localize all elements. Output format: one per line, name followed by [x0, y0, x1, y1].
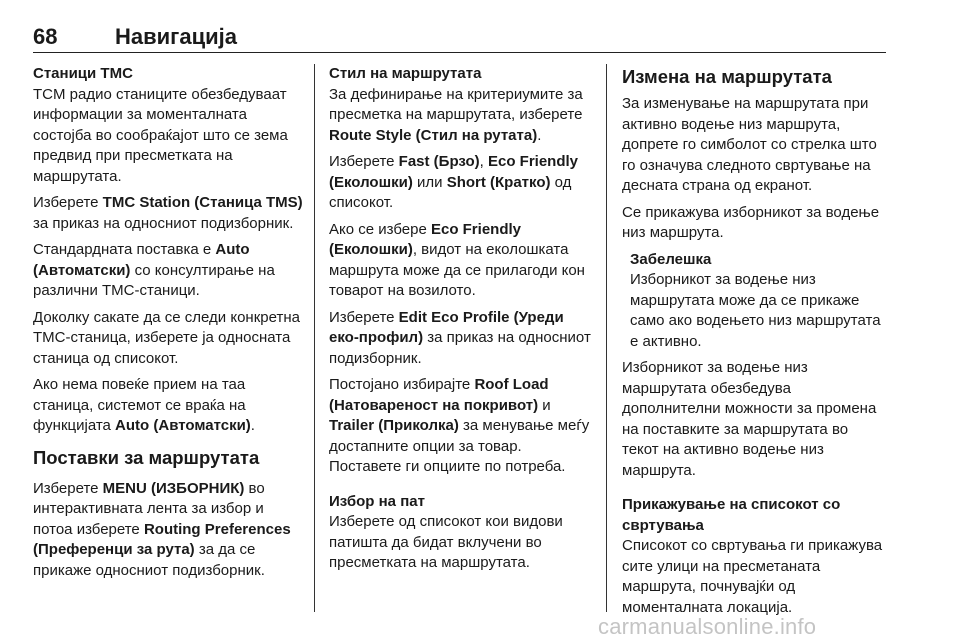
- watermark: carmanualsonline.info: [598, 614, 817, 639]
- page-header: [33, 24, 886, 52]
- note-body: Изборникот за водење низ маршрутата може да се прикаже само ако водењето низ маршрутата е активно.: [630, 271, 881, 350]
- paragraph: Изберете од списокот кои видови патишта да бидат вклучени во пресметката на маршрутата.: [329, 513, 563, 571]
- paragraph: Изберете Fast (Брзо), Eco Friendly (Еколошки) или Short (Кратко) од списокот.: [329, 153, 579, 211]
- paragraph: Изборникот за водење низ маршрутата обезбедува дополнителни можности за промена на поставките за маршрутата во текот на активно водење низ маршрута.: [622, 359, 877, 479]
- note: [630, 250, 886, 353]
- paragraph: Доколку сакате да се следи конкретна TMC-станица, изберете ја односната станица од списокот.: [33, 308, 300, 367]
- route-settings-title: Поставки за маршрутата: [33, 446, 260, 468]
- paragraph: За изменување на маршрутата при активно водење низ маршрута, допрете го симболот со стрелка што го означува следното свртување на десната страна од екранот.: [622, 95, 877, 194]
- paragraph: Ако нема повеќе прием на таа станица, системот се враќа на функцијата Auto (Автоматски).: [33, 376, 255, 434]
- turn-list-heading: Прикажување на списокот со свртувања: [622, 496, 841, 534]
- paragraph: За дефинирање на критериумите за пресметка на маршрутата, изберете Route Style (Стил на рутата).: [329, 85, 583, 144]
- route-style-heading: Стил на маршрутата: [329, 65, 482, 82]
- page-number: 68: [33, 24, 58, 49]
- paragraph: TCM радио станиците обезбедуваат информации за моменталната состојба во сообраќајот што се зема предвид при пресметката на маршрутата.: [33, 85, 288, 185]
- paragraph: Постојано избирајте Roof Load (Натовареност на покривот) и Trailer (Приколка) за менување меѓу достапните опции за товар. Поставете ги опциите по потреба.: [329, 376, 590, 475]
- column-divider-2: [606, 64, 607, 612]
- column-2: [329, 64, 597, 580]
- note-title: Забелешка: [630, 250, 712, 268]
- paragraph: Стандардната поставка е Auto (Автоматски) со консултирање на различни TMC-станици.: [33, 241, 275, 299]
- paragraph: Се прикажува изборникот за водење низ маршрута.: [622, 203, 880, 241]
- paragraph: Изберете MENU (ИЗБОРНИК) во интерактивната лента за избор и потоа изберете Routing Preferences (Преференци за рута) за да се прикаже односниот подизборник.: [33, 479, 291, 579]
- page-title: Навигација: [115, 24, 237, 49]
- paragraph: Изберете Edit Eco Profile (Уреди еко-профил) за приказ на односниот подизборник.: [329, 308, 591, 367]
- column-3: [622, 64, 886, 624]
- route-change-title: Измена на маршрутата: [622, 66, 832, 87]
- road-selection-heading: Избор на пат: [329, 492, 425, 510]
- tmc-stations-heading: Станици TMC: [33, 65, 133, 82]
- paragraph: Ако се избере Eco Friendly (Еколошки), видот на еколошката маршрута може да се прилагоди кон товарот на возилото.: [329, 220, 585, 299]
- paragraph: Изберете TMC Station (Станица TMS) за приказ на односниот подизборник.: [33, 194, 303, 232]
- column-divider-1: [314, 64, 315, 612]
- header-rule: [33, 52, 886, 53]
- column-1: [33, 64, 305, 587]
- paragraph: Списокот со свртувања ги прикажува сите улици на пресметаната маршрута, почнувајќи од моменталната локација.: [622, 537, 883, 616]
